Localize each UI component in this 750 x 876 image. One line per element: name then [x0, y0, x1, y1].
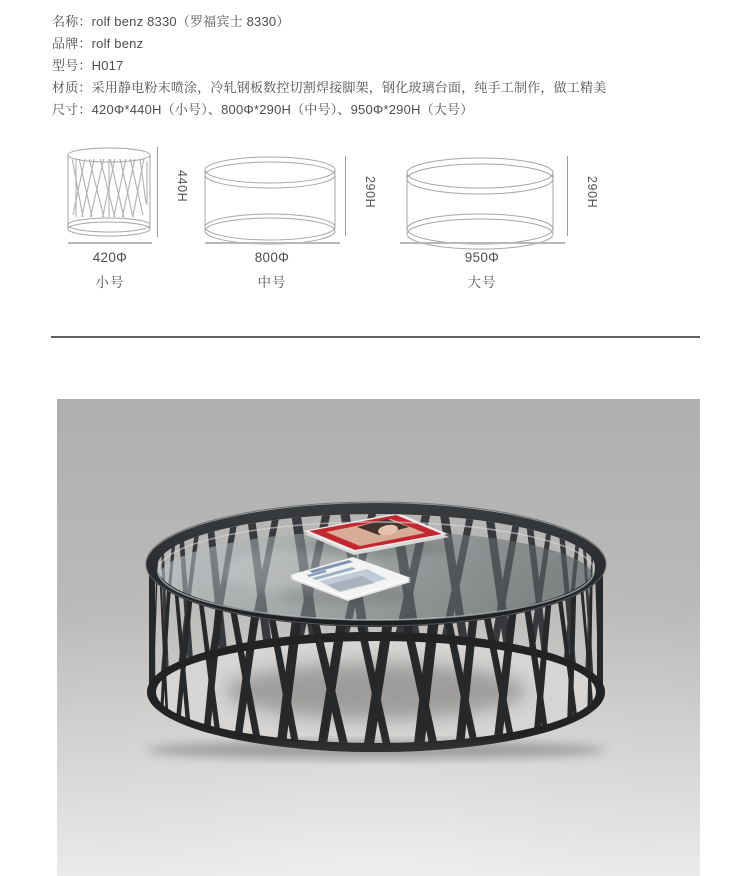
coffee-table-render: [57, 399, 700, 876]
dim-label-small-diameter: 420Φ: [92, 250, 128, 265]
dim-label-small-height: 440H: [175, 170, 189, 203]
size-label-large: 大号: [467, 275, 497, 290]
spec-row-name: [52, 11, 712, 33]
dim-base-large: [400, 242, 565, 244]
product-specs: [52, 11, 712, 121]
spec-row-model: [52, 55, 712, 77]
size-diagram-large: [395, 143, 585, 255]
dim-line-medium-height: [345, 156, 346, 236]
size-label-medium: 中号: [257, 275, 287, 290]
section-divider: [51, 336, 700, 338]
dim-label-large-diameter: 950Φ: [464, 250, 500, 265]
size-label-small: 小号: [95, 275, 125, 290]
dim-line-large-height: [567, 156, 568, 236]
spec-label-dimensions: 尺寸：: [52, 102, 92, 117]
spec-row-material: [52, 77, 712, 99]
spec-value-name: rolf benz 8330（罗福宾士 8330）: [91, 14, 290, 29]
dim-base-small: [68, 242, 152, 244]
spec-label-material: 材质：: [52, 80, 92, 95]
dim-label-medium-height: 290H: [363, 176, 377, 209]
spec-value-model: H017: [91, 58, 124, 73]
spec-label-model: 型号：: [52, 58, 92, 73]
dim-base-medium: [205, 242, 340, 244]
contact-shadow: [146, 741, 606, 759]
dim-label-large-height: 290H: [585, 176, 599, 209]
dim-line-small-height: [157, 147, 158, 237]
spec-label-name: 名称：: [52, 14, 92, 29]
spec-label-brand: 品牌：: [52, 36, 92, 51]
product-photo: [57, 399, 700, 876]
spec-value-brand: rolf benz: [91, 36, 144, 51]
spec-row-brand: [52, 33, 712, 55]
dim-label-medium-diameter: 800Φ: [254, 250, 290, 265]
size-diagram-small: [60, 145, 160, 245]
spec-value-dimensions: 420Φ*440H（小号）、800Φ*290H（中号）、950Φ*290H（大号）: [91, 102, 474, 117]
size-diagram-medium: [200, 143, 350, 253]
spec-value-material: 采用静电粉末喷涂，冷轧钢板数控切割焊接脚架，钢化玻璃台面，纯手工制作，做工精美: [91, 80, 607, 95]
spec-row-dimensions: [52, 99, 712, 121]
